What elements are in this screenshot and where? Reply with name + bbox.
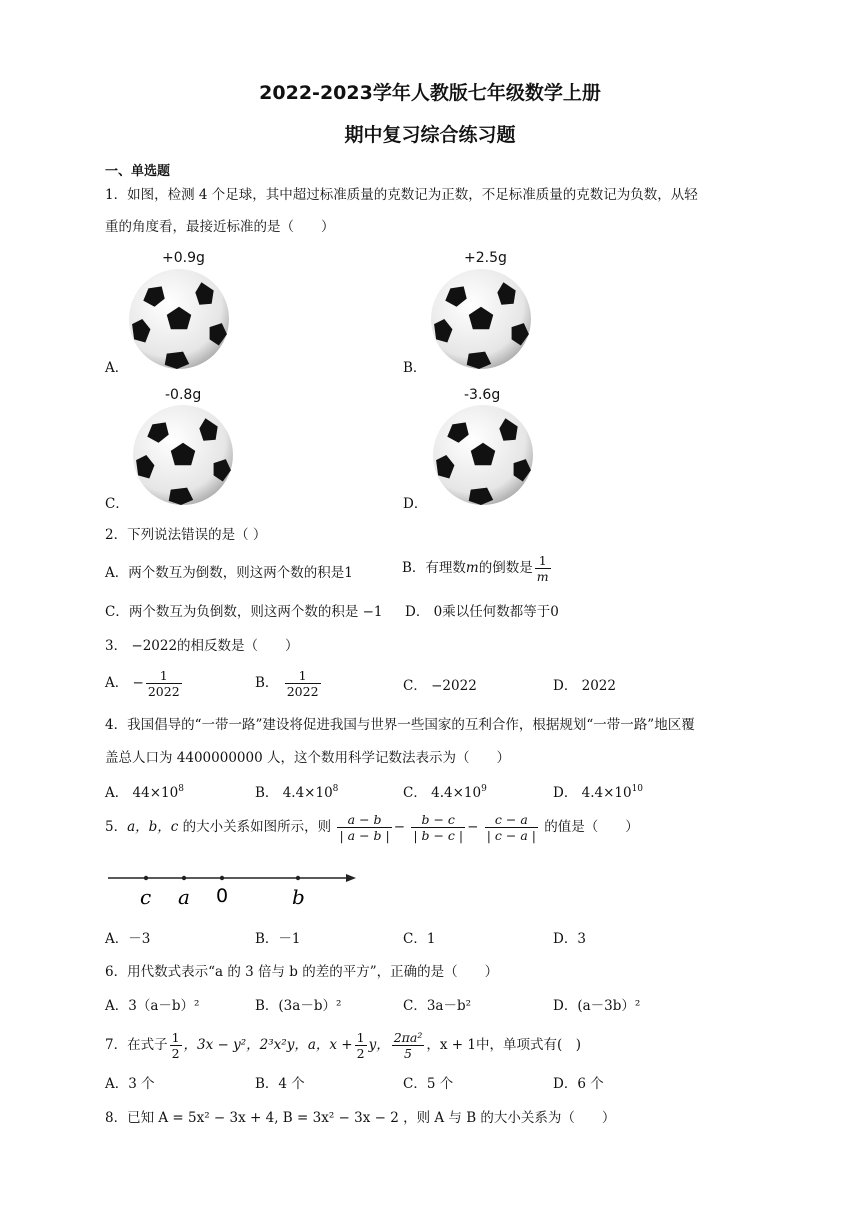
number-line-figure [108, 868, 360, 912]
option-a-letter: A． [105, 360, 129, 376]
soccer-ball-c-image [132, 404, 234, 506]
q2-stem: 2．下列说法错误的是（ ） [105, 527, 267, 543]
q7-fraction-pi: $\frac{\text{2πa²}}{5}$ [393, 1030, 423, 1061]
q4-option-d: D． $4.4\times 10^{10}$ [553, 784, 644, 801]
q4-option-b: B． $4.4\times 10^8$ [255, 784, 339, 801]
q4-stem-line2: 盖总人口为 4400000000 人，这个数用科学记数法表示为（ ） [105, 750, 510, 766]
q3-option-b-fraction: $\frac{1}{2022}$ [286, 668, 319, 699]
q4-option-c: C． $4.4\times 10^9$ [403, 784, 487, 801]
option-c-letter: C． [105, 496, 129, 512]
label-zero: 0 [216, 885, 229, 907]
label-c: c [140, 885, 152, 909]
q4-option-a: A． $44\times 10^8$ [105, 784, 184, 801]
option-d-letter: D． [403, 496, 428, 512]
q2-option-b [402, 553, 553, 584]
q5-stem: 5．a，b，c 的大小关系如图所示，则 $\frac{a - b}{| a - b |}$ − $\frac{b - c}{| b - c |}$ − $\frac{c - a}{| c - a |}$ 的值是（ ） [105, 812, 639, 843]
option-d-mass-label: -3.6g [464, 387, 501, 403]
q4-stem-line1: 4．我国倡导的“一带一路”建设将促进我国与世界一些国家的互利合作，根据规划“一带一路”地区覆 [105, 717, 695, 733]
point-c [144, 876, 148, 880]
point-a [182, 876, 186, 880]
number-line-arrow [346, 874, 356, 882]
q5-fraction-1: $\frac{a - b}{| a - b |}$ [339, 812, 390, 843]
q3-stem: 3． −2022的相反数是（ ） [105, 638, 299, 654]
q6-option-c: C．3a－b² [403, 998, 472, 1014]
option-b-mass-label: +2.5g [464, 250, 507, 266]
q7-fraction-half: $\frac{1}{2}$ [171, 1030, 180, 1061]
soccer-ball-b-image [430, 268, 532, 370]
label-b: b [292, 885, 305, 909]
q6-option-d: D．(a－3b）² [553, 998, 641, 1014]
soccer-ball-a-image [128, 268, 230, 370]
q5-fraction-3: $\frac{c - a}{| c - a |}$ [486, 812, 536, 843]
q3-option-b: B． $\frac{1}{2022}$ [255, 668, 319, 699]
paper-title-line1: 2022-2023学年人教版七年级数学上册 [259, 82, 601, 104]
q7-stem: 7．在式子 $\frac{1}{2}$ ，3x − y²，2³x²y，a，x + $\frac{1}{2}$ y， $\frac{\text{2πa²}}{5}$ ，x + 1中，单项式有( ) [105, 1030, 581, 1061]
q2-option-b-fraction: $\frac{1}{m}$ [536, 553, 549, 584]
soccer-ball-d-image [432, 404, 534, 506]
q8-stem: 8．已知 A = 5x² − 3x + 4, B = 3x² − 3x − 2 ，则 A 与 B 的大小关系为（ ） [105, 1110, 616, 1126]
q5-option-d: D．3 [553, 931, 586, 947]
q5-option-a: A．－3 [105, 931, 151, 947]
q6-stem: 6．用代数式表示“a 的 3 倍与 b 的差的平方”，正确的是（ ） [105, 964, 499, 980]
option-c-mass-label: -0.8g [165, 387, 202, 403]
q2-option-b-text2: 的倒数是 [478, 560, 533, 576]
q6-option-a: A．3（a－b）² [105, 998, 200, 1014]
q2-option-d: D． 0乘以任何数都等于0 [405, 604, 559, 620]
q1-stem-line2: 重的角度看，最接近标准的是（ ） [105, 219, 335, 235]
q7-option-d: D．6 个 [553, 1076, 604, 1092]
q7-fraction-half-2: $\frac{1}{2}$ [356, 1030, 365, 1061]
paper-title-line2: 期中复习综合练习题 [344, 124, 516, 146]
q6-option-b: B．(3a－b）² [255, 998, 342, 1014]
q5-fraction-2: $\frac{b - c}{| b - c |}$ [413, 812, 464, 843]
q3-option-d: D． 2022 [553, 678, 616, 694]
q3-option-a-fraction: $\frac{1}{2022}$ [147, 668, 180, 699]
q7-option-b: B．4 个 [255, 1076, 305, 1092]
q5-option-b: B．－1 [255, 931, 301, 947]
q7-option-a: A．3 个 [105, 1076, 155, 1092]
q5-option-c: C．1 [403, 931, 436, 947]
q7-option-c: C．5 个 [403, 1076, 454, 1092]
point-zero [220, 876, 224, 880]
q2-option-a: A．两个数互为倒数，则这两个数的积是1 [105, 565, 353, 581]
q2-option-c: C．两个数互为负倒数，则这两个数的积是 −1 [105, 604, 383, 620]
q3-option-a: A． − $\frac{1}{2022}$ [105, 668, 180, 699]
label-a: a [178, 885, 190, 909]
point-b [296, 876, 300, 880]
option-b-letter: B． [403, 360, 427, 376]
q1-stem-line1: 1．如图，检测 4 个足球，其中超过标准质量的克数记为正数，不足标准质量的克数记为负数，从轻 [105, 187, 698, 203]
q3-option-c: C． −2022 [403, 678, 477, 694]
section-heading: 一、单选题 [105, 164, 171, 179]
q2-option-b-text: B．有理数 [402, 560, 466, 576]
q2-option-b-var: m [465, 560, 479, 576]
option-a-mass-label: +0.9g [162, 250, 205, 266]
